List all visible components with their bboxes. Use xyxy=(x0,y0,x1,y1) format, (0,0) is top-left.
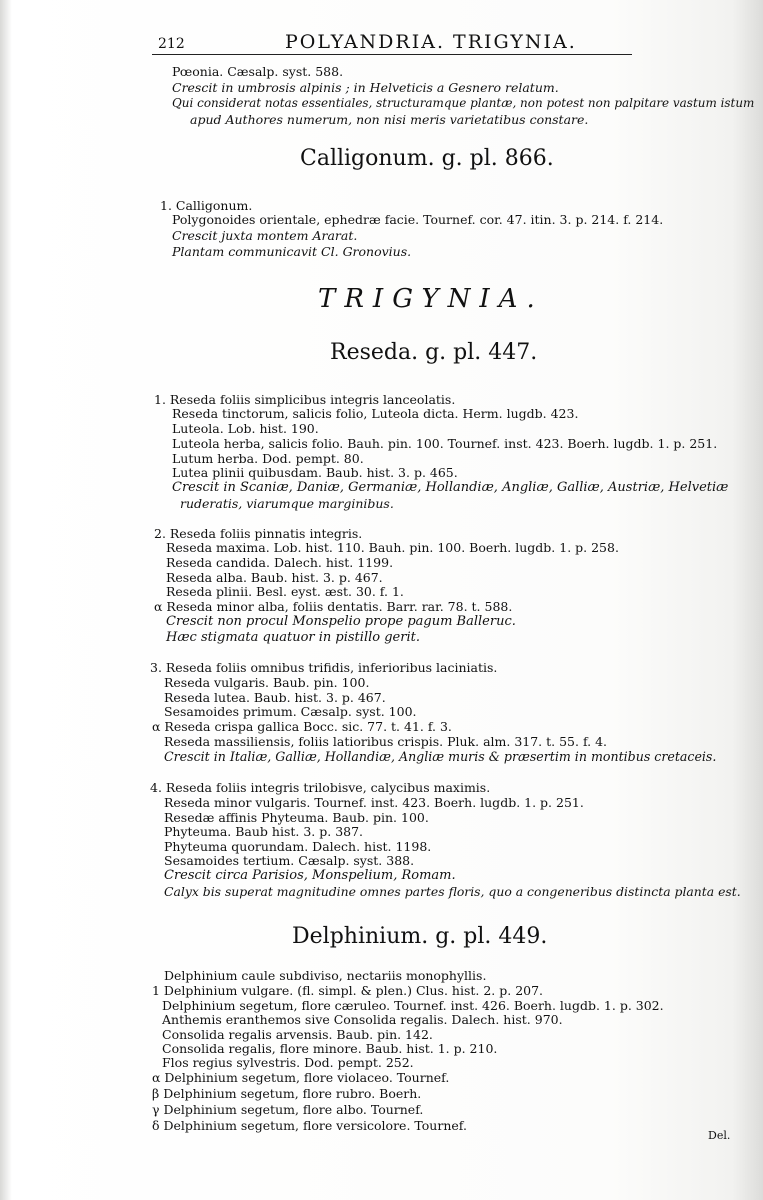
synonym-line: Lutea plinii quibusdam. Baub. hist. 3. p. 465. xyxy=(172,465,458,480)
habitat-line: Crescit non procul Monspelio prope pagum Balleruc. xyxy=(166,614,516,629)
section-title-trigynia: TRIGYNIA. xyxy=(318,284,544,314)
variety-line: δ Delphinium segetum, flore versicolore. Tournef. xyxy=(152,1118,467,1133)
species-heading: Delphinium caule subdiviso, nectariis monophyllis. xyxy=(164,968,487,983)
species-heading: 1. Calligonum. xyxy=(160,198,253,213)
note-line: Plantam communicavit Cl. Gronovius. xyxy=(172,244,412,259)
synonym-line: Reseda maxima. Lob. hist. 110. Bauh. pin. 100. Boerh. lugdb. 1. p. 258. xyxy=(166,540,619,555)
synonym-line: Reseda massiliensis, foliis latioribus crispis. Pluk. alm. 317. t. 55. f. 4. xyxy=(164,734,608,749)
page-gutter-shadow xyxy=(0,0,12,1200)
synonym-line: Sesamoides tertium. Cæsalp. syst. 388. xyxy=(164,853,415,868)
habitat-line: ruderatis, viarumque marginibus. xyxy=(180,496,394,511)
synonym-line: Reseda alba. Baub. hist. 3. p. 467. xyxy=(166,570,383,585)
species-heading: 4. Reseda foliis integris trilobisve, calycibus maximis. xyxy=(150,780,491,795)
intro-line: Qui considerat notas essentiales, structuramque plantæ, non potest non palpitare vastum istum xyxy=(172,96,755,110)
synonym-line: Sesamoides primum. Cæsalp. syst. 100. xyxy=(164,704,417,719)
genus-title-delphinium: Delphinium. g. pl. 449. xyxy=(292,924,548,949)
genus-title-calligonum: Calligonum. g. pl. 866. xyxy=(300,146,554,171)
synonym-line: Lutum herba. Dod. pempt. 80. xyxy=(172,451,364,466)
species-heading: 2. Reseda foliis pinnatis integris. xyxy=(154,526,363,541)
header-rule xyxy=(152,54,632,55)
intro-line: Pœonia. Cæsalp. syst. 588. xyxy=(172,64,344,79)
synonym-line: Reseda plinii. Besl. eyst. æst. 30. f. 1. xyxy=(166,584,404,599)
variety-line: α Delphinium segetum, flore violaceo. Tournef. xyxy=(152,1070,450,1085)
habitat-line: Crescit in Italiæ, Galliæ, Hollandiæ, Angliæ muris & præsertim in montibus cretaceis. xyxy=(164,749,717,764)
synonym-line: Flos regius sylvestris. Dod. pempt. 252. xyxy=(162,1055,414,1070)
habitat-line: Crescit in Scaniæ, Daniæ, Germaniæ, Hollandiæ, Angliæ, Galliæ, Austriæ, Helvetiæ xyxy=(172,480,729,495)
species-heading: 1. Reseda foliis simplicibus integris lanceolatis. xyxy=(154,392,456,407)
running-title: POLYANDRIA. TRIGYNIA. xyxy=(285,31,577,53)
synonym-line: Consolida regalis arvensis. Baub. pin. 142. xyxy=(162,1027,433,1042)
variety-line: γ Delphinium segetum, flore albo. Tournef. xyxy=(152,1102,424,1117)
intro-line: Crescit in umbrosis alpinis ; in Helveticis a Gesnero relatum. xyxy=(172,80,559,95)
synonym-line: Luteola herba, salicis folio. Bauh. pin. 100. Tournef. inst. 423. Boerh. lugdb. 1. p. 251. xyxy=(172,436,718,451)
variety-line: α Reseda crispa gallica Bocc. sic. 77. t. 41. f. 3. xyxy=(152,719,452,734)
note-line: Hæc stigmata quatuor in pistillo gerit. xyxy=(166,630,420,645)
habitat-line: Crescit juxta montem Ararat. xyxy=(172,228,358,243)
synonym-line: Phyteuma quorundam. Dalech. hist. 1198. xyxy=(164,839,432,854)
synonym-line: Reseda lutea. Baub. hist. 3. p. 467. xyxy=(164,690,386,705)
page-number: 212 xyxy=(158,36,185,52)
synonym-line: Reseda minor vulgaris. Tournef. inst. 423. Boerh. lugdb. 1. p. 251. xyxy=(164,795,584,810)
synonym-line: Luteola. Lob. hist. 190. xyxy=(172,421,319,436)
variety-line: α Reseda minor alba, foliis dentatis. Barr. rar. 78. t. 588. xyxy=(154,599,513,614)
variety-line: β Delphinium segetum, flore rubro. Boerh. xyxy=(152,1086,422,1101)
genus-title-reseda: Reseda. g. pl. 447. xyxy=(330,340,538,365)
intro-line: apud Authores numerum, non nisi meris varietatibus constare. xyxy=(190,112,589,127)
species-heading: 3. Reseda foliis omnibus trifidis, inferioribus laciniatis. xyxy=(150,660,498,675)
synonym-line: Reseda candida. Dalech. hist. 1199. xyxy=(166,555,394,570)
synonym-line: Resedæ affinis Phyteuma. Baub. pin. 100. xyxy=(164,810,429,825)
synonym-line: Reseda vulgaris. Baub. pin. 100. xyxy=(164,675,370,690)
synonym-line: 1 Delphinium vulgare. (fl. simpl. & plen.) Clus. hist. 2. p. 207. xyxy=(152,983,544,998)
synonym-line: Delphinium segetum, flore cæruleo. Tournef. inst. 426. Boerh. lugdb. 1. p. 302. xyxy=(162,998,664,1013)
synonym-line: Polygonoides orientale, ephedræ facie. Tournef. cor. 47. itin. 3. p. 214. f. 214. xyxy=(172,212,664,227)
synonym-line: Reseda tinctorum, salicis folio, Luteola dicta. Herm. lugdb. 423. xyxy=(172,406,579,421)
habitat-line: Crescit circa Parisios, Monspelium, Romam. xyxy=(164,868,456,883)
note-line: Calyx bis superat magnitudine omnes partes floris, quo a congeneribus distincta planta est. xyxy=(164,884,741,899)
catchword: Del. xyxy=(708,1129,731,1142)
synonym-line: Anthemis eranthemos sive Consolida regalis. Dalech. hist. 970. xyxy=(162,1012,563,1027)
synonym-line: Consolida regalis, flore minore. Baub. hist. 1. p. 210. xyxy=(162,1041,498,1056)
synonym-line: Phyteuma. Baub hist. 3. p. 387. xyxy=(164,824,364,839)
